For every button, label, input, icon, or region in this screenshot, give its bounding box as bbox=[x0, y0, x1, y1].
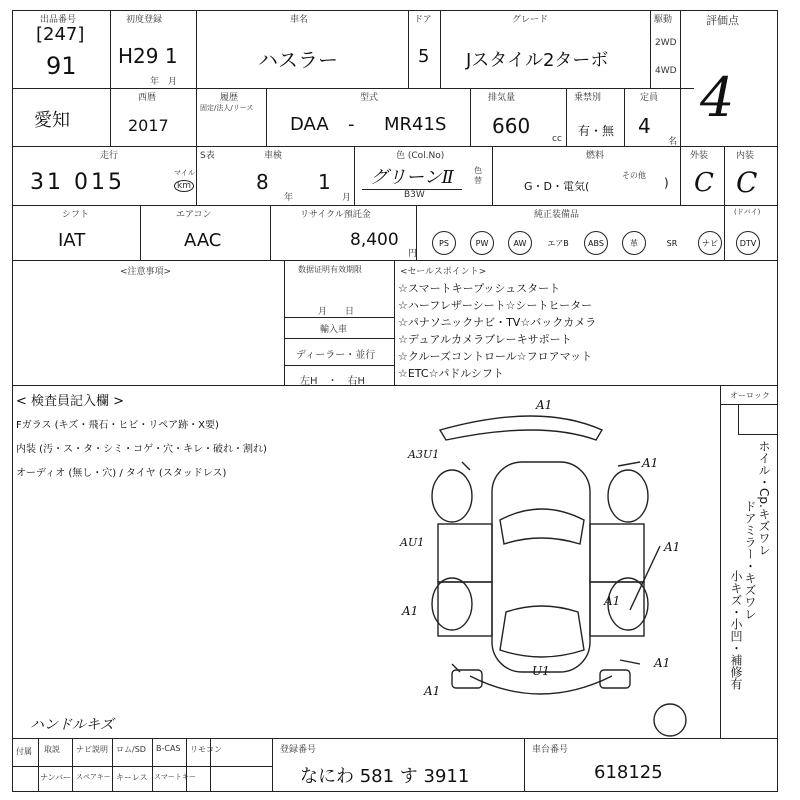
divider bbox=[284, 317, 394, 318]
exterior-label: 外装 bbox=[690, 151, 709, 161]
divider bbox=[680, 10, 681, 205]
inspection-month-unit: 月 bbox=[342, 193, 352, 203]
shift-label: シフト bbox=[62, 210, 90, 220]
mileage-unit-km: km bbox=[174, 180, 194, 192]
displacement: 660 bbox=[492, 114, 531, 138]
damage-mark-rear: U1 bbox=[532, 664, 550, 678]
divider bbox=[12, 146, 778, 147]
divider bbox=[524, 738, 525, 792]
mileage-label: 走行 bbox=[100, 151, 119, 161]
drive-2wd: 2WD bbox=[655, 38, 677, 48]
displacement-label: 排気量 bbox=[488, 93, 516, 103]
divider bbox=[196, 146, 197, 205]
inspection-year-unit: 年 bbox=[284, 193, 294, 203]
divider bbox=[738, 404, 739, 434]
divider bbox=[354, 146, 355, 205]
region: 愛知 bbox=[34, 110, 70, 131]
divider bbox=[408, 10, 409, 88]
equip-leather: 革 bbox=[622, 231, 646, 255]
lot-number: 91 bbox=[46, 52, 77, 80]
score: 4 bbox=[700, 66, 735, 129]
fuel-close: ) bbox=[664, 176, 669, 190]
inspection-line-audio: オーディオ (無し・穴) / タイヤ (スタッドレス) bbox=[16, 468, 227, 479]
equip-ps: PS bbox=[432, 231, 456, 255]
divider bbox=[72, 738, 73, 792]
capacity-label: 定員 bbox=[640, 93, 659, 103]
equip-navi: ナビ bbox=[698, 231, 722, 255]
divider bbox=[720, 385, 721, 738]
model-prefix: DAA bbox=[290, 114, 329, 135]
shift: IAT bbox=[58, 230, 86, 251]
fuel: G・D・電気( bbox=[524, 180, 590, 193]
model-code: MR41S bbox=[384, 114, 447, 135]
inspection-month: 1 bbox=[318, 170, 331, 194]
import-label: 輸入車 bbox=[320, 325, 348, 335]
color-side-label: 色替 bbox=[474, 166, 482, 185]
footer-item: ロム/SD bbox=[116, 745, 146, 754]
capacity-unit: 名 bbox=[668, 137, 678, 147]
category: 有・無 bbox=[578, 124, 615, 138]
capacity: 4 bbox=[638, 114, 651, 138]
drive-label: 駆動 bbox=[654, 15, 673, 25]
interior-grade: C bbox=[736, 166, 758, 199]
divider bbox=[270, 205, 271, 260]
divider bbox=[110, 10, 111, 146]
chassis-number: 618125 bbox=[594, 762, 663, 783]
exterior-grade: C bbox=[694, 168, 714, 198]
selling-point-3: ☆パナソニックナビ・TV☆バックカメラ bbox=[398, 316, 597, 329]
damage-mark-right-front: A1 bbox=[642, 456, 659, 470]
divider bbox=[394, 260, 395, 385]
model-year-label: 西暦 bbox=[138, 93, 157, 103]
divider bbox=[738, 434, 778, 435]
damage-mark-left-door: AU1 bbox=[400, 536, 425, 549]
equip-dtv: DTV bbox=[736, 231, 760, 255]
footer-item: B-CAS bbox=[156, 744, 181, 753]
doors: 5 bbox=[418, 46, 430, 67]
divider bbox=[720, 404, 778, 405]
first-reg-label: 初度登録 bbox=[126, 15, 163, 25]
damage-mark-left-rear: A1 bbox=[402, 604, 419, 618]
divider bbox=[12, 766, 272, 767]
selling-point-4: ☆デュアルカメラブレーキサポート bbox=[398, 333, 572, 346]
damage-mark-right-quarter: A1 bbox=[604, 594, 621, 608]
right-vertical-1: ホイル・Cp.キズワレ bbox=[757, 440, 771, 556]
displacement-unit: cc bbox=[552, 134, 562, 144]
first-reg-value: H29 1 bbox=[118, 44, 178, 68]
right-vertical-3: 小キズ・小凹・補修有 bbox=[729, 570, 743, 690]
divider bbox=[566, 88, 567, 146]
recycle-unit: 円 bbox=[408, 249, 418, 259]
recycle-fee: 8,400 bbox=[350, 230, 399, 250]
footer-item: スペアキー bbox=[76, 773, 111, 781]
selling-point-2: ☆ハーフレザーシート☆シートヒーター bbox=[398, 299, 593, 312]
right-box-label: オーロック bbox=[730, 391, 770, 400]
equipment-label: 純正装備品 bbox=[534, 210, 580, 220]
grade-label: グレード bbox=[512, 15, 549, 25]
recycle-label: リサイクル預託金 bbox=[300, 210, 371, 220]
footer-item: ナンバー bbox=[40, 773, 72, 782]
model-year: 2017 bbox=[128, 116, 169, 135]
fuel-label: 燃料 bbox=[586, 151, 605, 161]
model-dash: - bbox=[348, 114, 355, 135]
month-day-label: 月 日 bbox=[318, 307, 355, 317]
inspection-label: 車検 bbox=[264, 151, 283, 161]
equip-airbag: エアB bbox=[547, 238, 569, 248]
divider bbox=[186, 738, 187, 792]
color-code: B3W bbox=[404, 190, 425, 200]
color-label: 色 (Col.No) bbox=[396, 151, 445, 161]
equip-pw: PW bbox=[470, 231, 494, 255]
model-label: 型式 bbox=[360, 93, 379, 103]
divider bbox=[470, 88, 471, 146]
footer-item: リモコン bbox=[190, 745, 222, 754]
mileage-record-label: 数据证明有效期限 bbox=[298, 265, 362, 274]
divider bbox=[38, 738, 39, 792]
divider bbox=[12, 738, 778, 739]
equip-sr: SR bbox=[666, 238, 678, 248]
color-name: グリーンⅡ bbox=[362, 163, 462, 190]
divider bbox=[284, 338, 394, 339]
s-label: S表 bbox=[200, 151, 215, 161]
mileage: 31 015 bbox=[30, 170, 125, 195]
history-sub: 固定/法人/リース bbox=[200, 104, 254, 112]
damage-mark-right-door: A1 bbox=[664, 540, 681, 554]
equip-abs: ABS bbox=[584, 231, 608, 255]
fuel-other: その他 bbox=[622, 171, 646, 180]
divider bbox=[284, 260, 285, 385]
footer-item: キーレス bbox=[116, 773, 148, 782]
score-label: 評価点 bbox=[706, 14, 739, 27]
footer-item: スマートキー bbox=[154, 773, 196, 781]
divider bbox=[12, 88, 694, 89]
footer-item: ナビ説明 bbox=[76, 745, 108, 754]
equip-aw: AW bbox=[508, 231, 532, 255]
divider bbox=[440, 10, 441, 88]
inspection-year: 8 bbox=[256, 170, 269, 194]
grade: Jスタイル2ターボ bbox=[466, 50, 609, 71]
drive-4wd: 4WD bbox=[655, 66, 677, 76]
footer-item: 取説 bbox=[44, 745, 60, 754]
divider bbox=[152, 738, 153, 792]
selling-point-5: ☆クルーズコントロール☆フロアマット bbox=[398, 350, 593, 363]
category-label: 乗禁別 bbox=[574, 93, 602, 103]
history-label: 履歴 bbox=[220, 93, 239, 103]
inspection-line-glass: Fガラス (キズ・飛石・ヒビ・リペア跡・X要) bbox=[16, 420, 219, 431]
inspection-title: < 検査員記入欄 > bbox=[16, 394, 125, 409]
divider bbox=[12, 385, 778, 386]
inspection-line-interior: 内装 (汚・ス・タ・シミ・コゲ・穴・キレ・破れ・割れ) bbox=[16, 444, 267, 455]
lot-bracket: [247] bbox=[36, 24, 85, 45]
plate-number: なにわ 581 す 3911 bbox=[300, 766, 470, 787]
divider bbox=[492, 146, 493, 205]
handwritten-note: ハンドルキズ bbox=[30, 717, 114, 733]
divider bbox=[724, 146, 725, 260]
car-name-label: 車名 bbox=[290, 15, 309, 25]
first-reg-units: 年 月 bbox=[150, 77, 178, 87]
divider bbox=[196, 10, 197, 146]
divider bbox=[12, 205, 778, 206]
aircon: AAC bbox=[184, 230, 222, 251]
steering-label: 左H ・ 右H bbox=[300, 376, 366, 387]
divider bbox=[112, 738, 113, 792]
damage-mark-left-front: A3U1 bbox=[408, 448, 440, 461]
mileage-unit-mile: マイル bbox=[174, 169, 195, 177]
damage-mark-right-rear: A1 bbox=[654, 656, 671, 670]
damage-mark-front: A1 bbox=[536, 398, 553, 412]
divider bbox=[650, 10, 651, 88]
car-name: ハスラー bbox=[258, 48, 338, 72]
footer-side-label: 付属 bbox=[16, 747, 32, 756]
divider bbox=[272, 738, 273, 792]
selling-point-1: ☆スマートキープッシュスタート bbox=[398, 282, 561, 295]
selling-points-label: <セールスポイント> bbox=[400, 267, 487, 277]
aircon-label: エアコン bbox=[176, 210, 212, 220]
right-vertical-2: ドアミラー・キズワレ bbox=[743, 500, 757, 620]
divider bbox=[266, 88, 267, 146]
lot-label: 出品番号 bbox=[40, 15, 77, 25]
doors-label: ドア bbox=[414, 15, 432, 25]
interior-label: 内装 bbox=[736, 151, 755, 161]
divider bbox=[624, 88, 625, 146]
dealer-label: ディーラー・並行 bbox=[296, 350, 376, 361]
damage-mark-left-bumper: A1 bbox=[424, 684, 441, 698]
divider bbox=[284, 365, 394, 366]
divider bbox=[140, 205, 141, 260]
plate-label: 登録番号 bbox=[280, 745, 317, 755]
selling-point-6: ☆ETC☆パドルシフト bbox=[398, 367, 504, 380]
dubai-label: (ドバイ) bbox=[734, 208, 761, 216]
chassis-label: 車台番号 bbox=[532, 745, 569, 755]
caution-label: <注意事項> bbox=[120, 267, 172, 277]
